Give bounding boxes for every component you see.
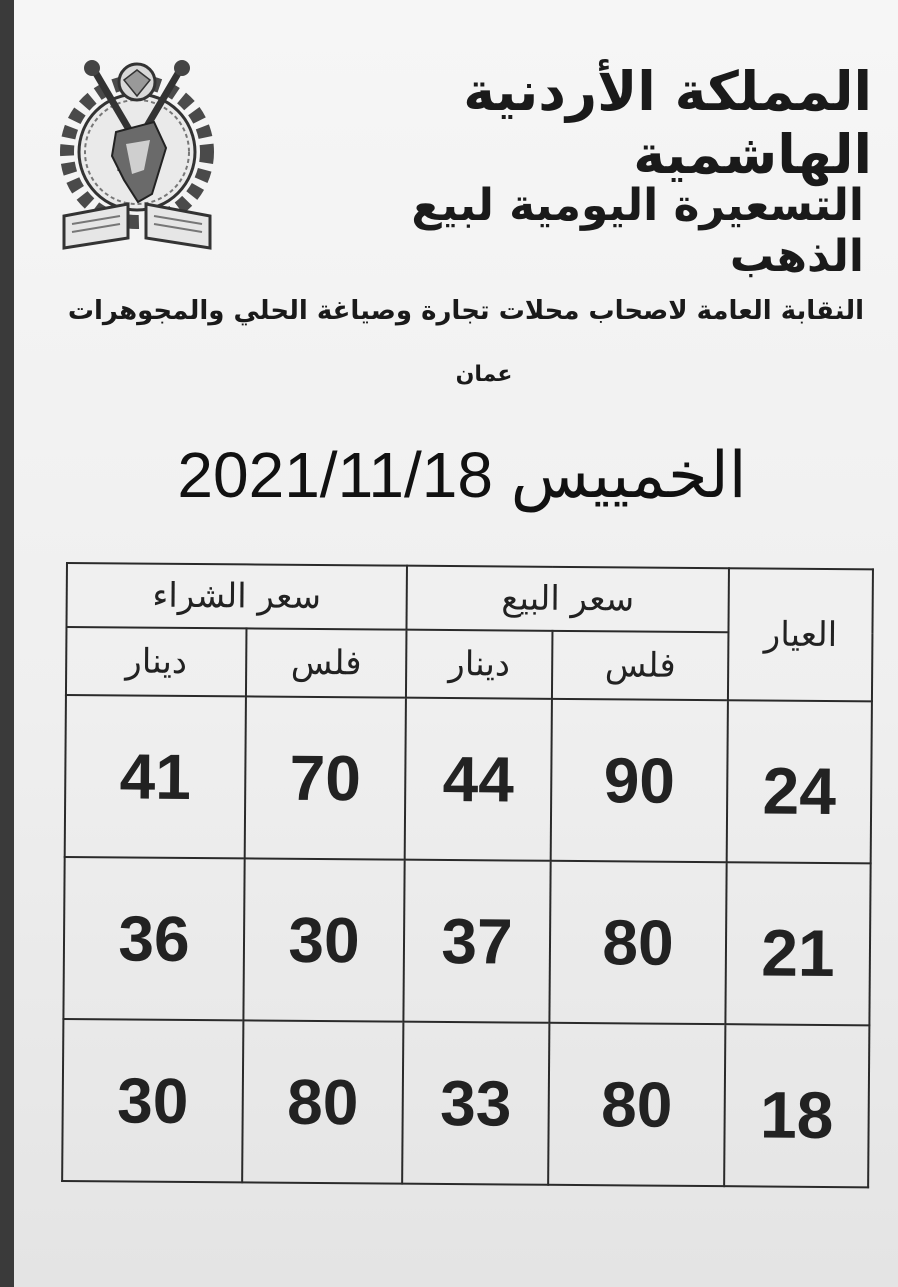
sell-price-header: سعر البيع	[406, 566, 729, 633]
karat-cell: 21	[725, 862, 870, 1025]
daily-pricing-title: التسعيرة اليومية لبيع الذهب	[411, 180, 864, 282]
karat-cell: 18	[724, 1024, 869, 1187]
table-row	[65, 695, 872, 863]
table-row	[63, 857, 870, 1025]
buy-dinar-cell: 30	[62, 1019, 243, 1182]
sell-fils-cell: 80	[548, 1023, 725, 1186]
sell-fils-cell: 80	[549, 861, 726, 1024]
sell-dinar-cell: 37	[403, 860, 550, 1023]
jewelers-union-emblem-icon	[54, 52, 220, 252]
buy-dinar-cell: 36	[63, 857, 244, 1020]
date-value: 2021/11/18	[177, 439, 493, 511]
buy-fils-cell: 30	[243, 858, 404, 1021]
sell-fils-cell: 90	[551, 699, 728, 862]
table-row	[62, 1019, 869, 1187]
table-header-row	[66, 563, 873, 633]
buy-price-header: سعر الشراء	[66, 563, 407, 630]
sell-dinar-header: دينار	[406, 630, 553, 699]
karat-cell: 24	[727, 700, 872, 863]
sell-dinar-cell: 33	[402, 1022, 549, 1185]
sell-dinar-cell: 44	[405, 698, 552, 861]
buy-dinar-cell: 41	[65, 695, 246, 858]
buy-dinar-header: دينار	[66, 627, 247, 696]
gold-price-table	[61, 562, 874, 1188]
date-line	[122, 438, 802, 513]
city-name: عمان	[455, 362, 513, 387]
sell-fils-header: فلس	[552, 631, 729, 700]
buy-fils-header: فلس	[246, 628, 407, 697]
country-title: المملكة الأردنية الهاشمية	[463, 60, 872, 186]
buy-fils-cell: 70	[245, 696, 406, 859]
price-sheet	[14, 0, 898, 1287]
union-name: النقابة العامة لاصحاب محلات تجارة وصياغة الحلي والمجوهرات	[67, 296, 864, 326]
karat-header: العيار	[728, 568, 873, 701]
buy-fils-cell: 80	[242, 1020, 403, 1183]
day-name: الخمييس	[510, 439, 747, 513]
